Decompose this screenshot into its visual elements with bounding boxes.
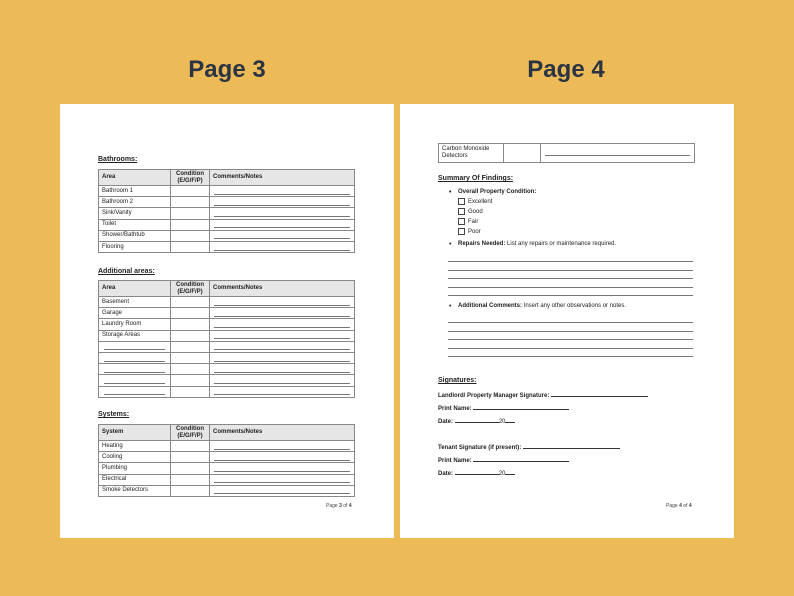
table-row — [99, 330, 355, 341]
comments-cell[interactable] — [210, 330, 355, 341]
comments-cell[interactable] — [210, 197, 355, 208]
comments-cell[interactable] — [210, 474, 355, 485]
comments-cell[interactable] — [210, 208, 355, 219]
page-4-sheet — [400, 104, 734, 538]
condition-cell[interactable] — [171, 485, 210, 496]
blank-row — [99, 352, 355, 363]
comments-cell[interactable] — [210, 463, 355, 474]
writing-line[interactable] — [448, 331, 693, 332]
header-condition: Condition (E/G/F/P) — [171, 170, 210, 186]
table-row — [99, 308, 355, 319]
table-row — [99, 186, 355, 197]
comments-cell[interactable] — [210, 186, 355, 197]
additional-areas-title: Additional areas: — [98, 268, 155, 275]
comments-cell[interactable] — [210, 319, 355, 330]
tenant-date-line[interactable]: Date: 20 — [438, 469, 515, 477]
table-row — [99, 208, 355, 219]
bathrooms-title: Bathrooms: — [98, 156, 138, 163]
tenant-print-name-line[interactable]: Print Name: — [438, 456, 569, 464]
comments-cell[interactable] — [210, 219, 355, 230]
landlord-date-line[interactable]: Date: 20 — [438, 417, 515, 425]
comments-cell[interactable] — [210, 375, 355, 386]
page-footer: Page 4 of 4 — [666, 503, 692, 509]
comments-cell[interactable] — [210, 352, 355, 363]
area-cell: Heating — [99, 441, 171, 452]
header-area: Area — [99, 281, 171, 297]
table-row — [99, 230, 355, 241]
area-cell: Sink/Vanity — [99, 208, 171, 219]
condition-cell[interactable] — [171, 452, 210, 463]
condition-cell[interactable] — [171, 308, 210, 319]
comments-cell[interactable] — [210, 308, 355, 319]
area-cell: Bathroom 1 — [99, 186, 171, 197]
carbon-monoxide-table — [438, 143, 695, 163]
writing-line[interactable] — [448, 295, 693, 296]
option-good[interactable]: Good — [458, 208, 483, 215]
condition-cell[interactable] — [171, 186, 210, 197]
checkbox-icon — [458, 208, 465, 215]
header-comments: Comments/Notes — [210, 281, 355, 297]
table-row — [99, 197, 355, 208]
writing-line[interactable] — [448, 348, 693, 349]
systems-title: Systems: — [98, 411, 130, 418]
writing-line[interactable] — [448, 287, 693, 288]
condition-cell[interactable] — [171, 441, 210, 452]
header-condition: Condition (E/G/F/P) — [171, 281, 210, 297]
blank-row — [99, 364, 355, 375]
area-cell[interactable] — [99, 375, 171, 386]
condition-cell[interactable] — [171, 474, 210, 485]
co-comments-cell — [541, 144, 695, 163]
tenant-signature-line[interactable]: Tenant Signature (if present): — [438, 443, 620, 451]
table-row — [99, 474, 355, 485]
condition-cell[interactable] — [171, 341, 210, 352]
table-row — [99, 485, 355, 496]
table-row — [99, 219, 355, 230]
area-cell: Smoke Detectors — [99, 485, 171, 496]
condition-cell[interactable] — [171, 463, 210, 474]
checkbox-icon — [458, 228, 465, 235]
writing-line[interactable] — [448, 322, 693, 323]
comments-cell[interactable] — [210, 485, 355, 496]
area-cell: Electrical — [99, 474, 171, 485]
bathrooms-table — [98, 169, 355, 253]
area-cell: Shower/Bathtub — [99, 230, 171, 241]
area-cell: Plumbing — [99, 463, 171, 474]
area-cell[interactable] — [99, 364, 171, 375]
additional-areas-table — [98, 280, 355, 398]
condition-cell[interactable] — [171, 297, 210, 308]
blank-row — [99, 341, 355, 352]
systems-table — [98, 424, 355, 497]
landlord-signature-line[interactable]: Landlord/ Property Manager Signature: — [438, 391, 648, 399]
table-row — [99, 463, 355, 474]
page-4-title: Page 4 — [527, 56, 605, 83]
condition-cell[interactable] — [171, 352, 210, 363]
condition-cell[interactable] — [171, 219, 210, 230]
writing-line[interactable] — [448, 261, 693, 262]
table-row — [99, 241, 355, 252]
area-cell: Toilet — [99, 219, 171, 230]
area-cell[interactable] — [99, 352, 171, 363]
area-cell: Flooring — [99, 241, 171, 252]
additional-comments: • Additional Comments: Insert any other observations or notes. — [458, 303, 626, 309]
header-comments: Comments/Notes — [210, 425, 355, 441]
area-cell: Garage — [99, 308, 171, 319]
header-comments: Comments/Notes — [210, 170, 355, 186]
checkbox-icon — [458, 218, 465, 225]
condition-cell[interactable] — [171, 375, 210, 386]
header-condition: Condition (E/G/F/P) — [171, 425, 210, 441]
blank-row — [99, 386, 355, 397]
condition-cell[interactable] — [171, 319, 210, 330]
comments-cell[interactable] — [210, 241, 355, 252]
comments-cell[interactable] — [210, 297, 355, 308]
overall-condition-label: • Overall Property Condition: — [458, 189, 536, 195]
option-fair[interactable]: Fair — [458, 218, 478, 225]
condition-cell[interactable] — [171, 241, 210, 252]
condition-cell[interactable] — [171, 197, 210, 208]
condition-cell[interactable] — [171, 364, 210, 375]
comments-cell[interactable] — [210, 341, 355, 352]
signatures-title: Signatures: — [438, 377, 477, 384]
area-cell: Bathroom 2 — [99, 197, 171, 208]
comments-cell[interactable] — [210, 364, 355, 375]
writing-line[interactable] — [448, 356, 693, 357]
option-excellent[interactable]: Excellent — [458, 198, 492, 205]
page-footer: Page 3 of 4 — [326, 503, 352, 509]
comments-cell[interactable] — [210, 386, 355, 397]
checkbox-icon — [458, 198, 465, 205]
page-3-title: Page 3 — [188, 56, 266, 83]
area-cell[interactable] — [99, 341, 171, 352]
table-row — [99, 441, 355, 452]
option-poor[interactable]: Poor — [458, 228, 481, 235]
header-area: Area — [99, 170, 171, 186]
comments-cell[interactable] — [210, 441, 355, 452]
co-condition-cell — [504, 144, 541, 163]
writing-line[interactable] — [448, 270, 693, 271]
comments-cell[interactable] — [210, 230, 355, 241]
area-cell: Laundry Room — [99, 319, 171, 330]
area-cell: Cooling — [99, 452, 171, 463]
condition-cell[interactable] — [171, 230, 210, 241]
area-cell: Storage Areas — [99, 330, 171, 341]
repairs-needed: • Repairs Needed: List any repairs or maintenance required. — [458, 241, 616, 247]
header-system: System — [99, 425, 171, 441]
table-row — [99, 452, 355, 463]
landlord-print-name-line[interactable]: Print Name: — [438, 404, 569, 412]
condition-cell[interactable] — [171, 386, 210, 397]
condition-cell[interactable] — [171, 208, 210, 219]
blank-row — [99, 375, 355, 386]
condition-cell[interactable] — [171, 330, 210, 341]
summary-title: Summary Of Findings: — [438, 175, 514, 182]
page-3-sheet — [60, 104, 394, 538]
writing-line[interactable] — [448, 339, 693, 340]
writing-line[interactable] — [448, 278, 693, 279]
table-row — [99, 297, 355, 308]
comments-cell[interactable] — [210, 452, 355, 463]
area-cell[interactable] — [99, 386, 171, 397]
co-label: Carbon Monoxide Detectors — [439, 144, 504, 163]
table-row — [99, 319, 355, 330]
area-cell: Basement — [99, 297, 171, 308]
